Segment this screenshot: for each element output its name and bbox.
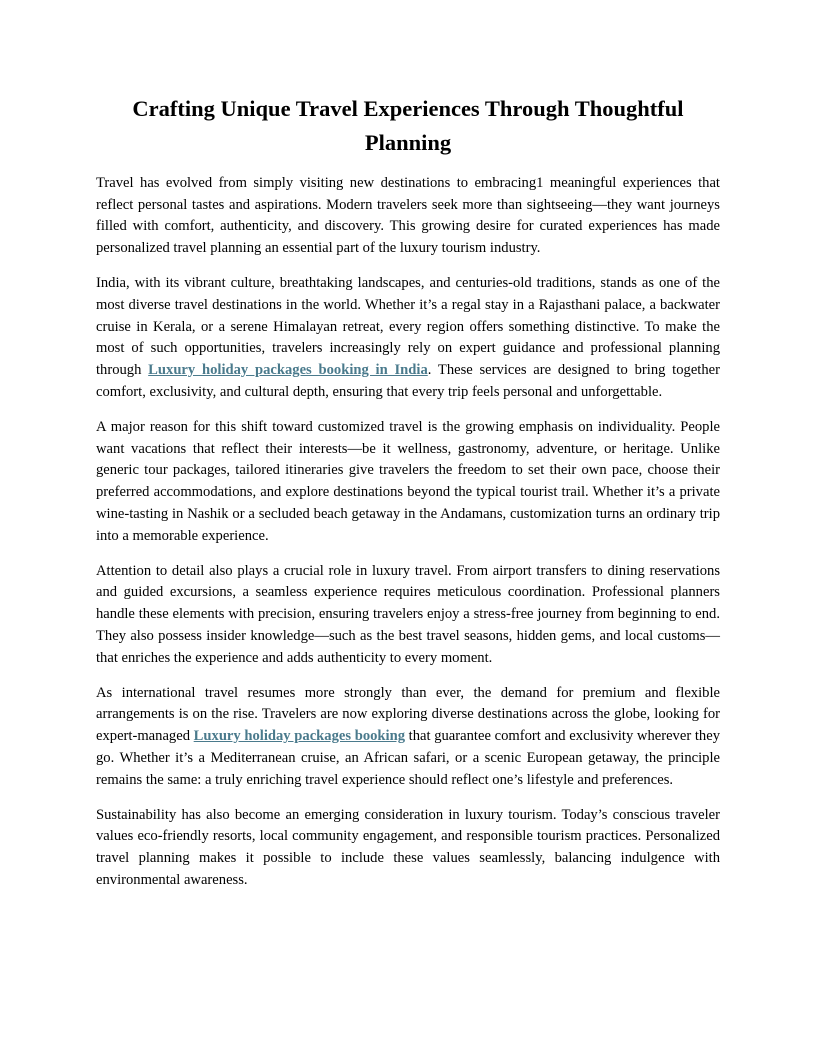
- paragraph-1: Travel has evolved from simply visiting new destinations to embracing1 meaningful experiences that reflect personal tastes and aspirations. Modern travelers seek more than sightseeing—they want journeys filled with comfort, authenticity, and discovery. This growing desire for curated experiences has made personalized travel planning an essential part of the luxury tourism industry.: [96, 175, 720, 257]
- page-title: Crafting Unique Travel Experiences Through Thoughtful Planning: [132, 96, 684, 155]
- luxury-holiday-packages-booking-link[interactable]: Luxury holiday packages booking: [193, 728, 405, 745]
- paragraph-6: Sustainability has also become an emerging consideration in luxury tourism. Today’s conscious traveler values eco-friendly resorts, local community engagement, and responsible tourism practices. Personalized travel planning makes it possible to include these values seamlessly, balancing indulgence with environmental awareness.: [96, 806, 720, 888]
- document-body: [96, 173, 720, 905]
- paragraph-2-text-end: . These services are designed to bring together comfort, exclusivity, and cultural depth, ensuring that every trip feels personal and unforgettable.: [96, 362, 720, 400]
- paragraph-4: Attention to detail also plays a crucial role in luxury travel. From airport transfers to dining reservations and guided excursions, a seamless experience requires meticulous coordination. Professional planners handle these elements with precision, ensuring travelers enjoy a stress-free journey from beginning to end. They also possess insider knowledge—such as the best travel seasons, hidden gems, and local customs—that enriches the experience and adds authenticity to every moment.: [96, 562, 720, 666]
- paragraph-5-text-start: As international travel resumes more strongly than ever, the demand for premium and flexible arrangements is on the rise. Travelers are now exploring diverse destinations across the globe, looking for expert-managed: [96, 684, 720, 745]
- paragraph-3: A major reason for this shift toward customized travel is the growing emphasis on individuality. People want vacations that reflect their interests—be it wellness, gastronomy, adventure, or heritage. Unlike generic tour packages, tailored itineraries give travelers the freedom to set their own pace, choose their preferred accommodations, and explore destinations beyond the typical tourist trail. Whether it’s a private wine-tasting in Nashik or a secluded beach getaway in the Andamans, customization turns an ordinary trip into a memorable experience.: [96, 419, 720, 544]
- paragraph-5: [96, 683, 720, 792]
- paragraph-2-text-start: India, with its vibrant culture, breathtaking landscapes, and centuries-old traditions, stands as one of the most diverse travel destinations in the world. Whether it’s a regal stay in a Rajasthani palace, a backwater cruise in Kerala, or a serene Himalayan retreat, every region offers something distinctive. To make the most of such opportunities, travelers increasingly rely on expert guidance and professional planning through: [96, 275, 720, 379]
- paragraph-2: [96, 273, 720, 403]
- luxury-holiday-packages-india-link[interactable]: Luxury holiday packages booking in India: [148, 362, 428, 379]
- paragraph-5-text-end: that guarantee comfort and exclusivity wherever they go. Whether it’s a Mediterranean cruise, an African safari, or a scenic European getaway, the principle remains the same: a truly enriching travel experience should reflect one’s lifestyle and preferences.: [96, 728, 720, 788]
